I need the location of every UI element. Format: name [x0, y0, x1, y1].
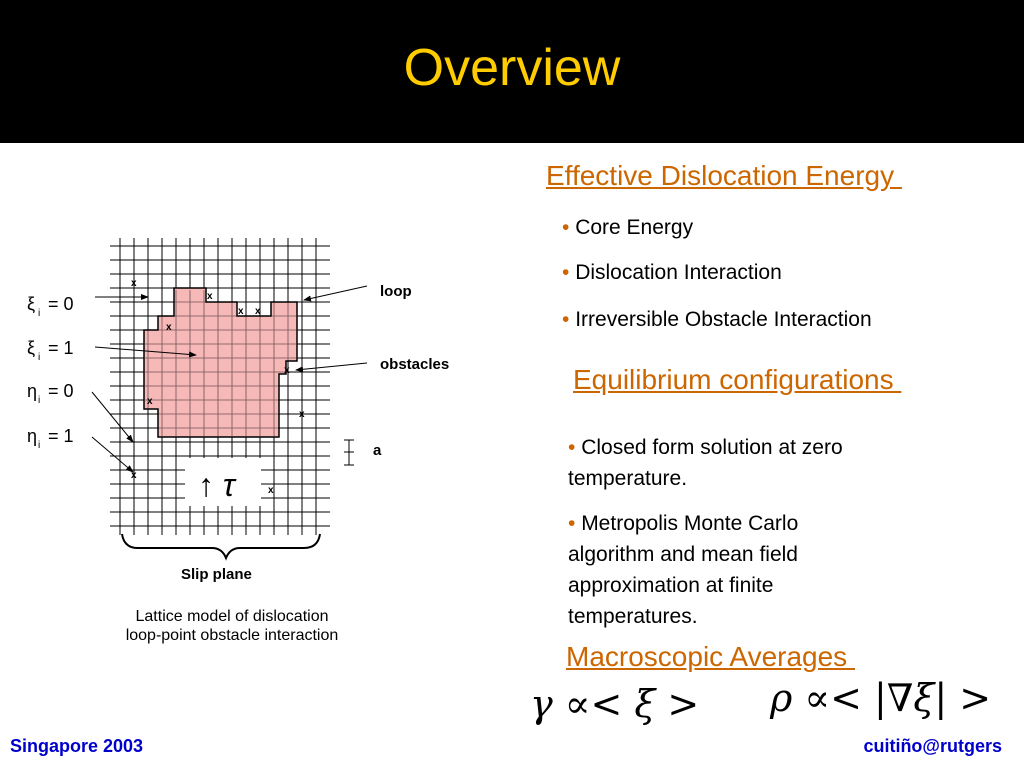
diagram-caption	[92, 607, 372, 645]
footer-right: cuitiño@rutgers	[863, 736, 1002, 756]
bullet-dot: •	[568, 512, 582, 535]
equilibrium-heading: Equilibrium configurations	[573, 364, 902, 395]
formula-gamma: γ ∝< ξ >	[530, 682, 700, 726]
equilibrium-bullet-2-text: Metropolis Monte Carlo algorithm and mean field approximation at finite temperatures.	[568, 512, 799, 628]
tau-label: ↑ τ	[198, 467, 235, 503]
xi1-value: = 1	[48, 338, 74, 358]
xi0-value: = 0	[48, 294, 74, 314]
energy-bullet-1-text: Core Energy	[575, 216, 694, 239]
equilibrium-bullet-1-text: Closed form solution at zero temperature.	[568, 436, 843, 490]
spacing-label: a	[373, 442, 382, 459]
obstacle-mark: x	[238, 306, 244, 317]
xi0-symbol: ξ	[27, 294, 36, 314]
obstacle-mark: x	[299, 409, 305, 420]
obstacle-mark: x	[147, 396, 153, 407]
energy-bullet-3-text: Irreversible Obstacle Interaction	[575, 308, 872, 331]
energy-bullet-2-text: Dislocation Interaction	[575, 261, 782, 284]
energy-bullet-3	[562, 304, 872, 335]
loop-label: loop	[380, 283, 412, 300]
bullet-dot: •	[562, 308, 576, 331]
obstacle-mark: x	[268, 485, 274, 496]
obstacle-mark: x	[207, 291, 213, 302]
caption-line-1: Lattice model of dislocation	[135, 608, 329, 625]
arrow-obstacles	[296, 363, 367, 370]
obstacle-mark: x	[131, 278, 137, 289]
obstacle-mark: x	[131, 470, 137, 481]
slip-plane-brace	[122, 534, 320, 558]
slide-title: Overview	[403, 39, 621, 97]
eta0-value: = 0	[48, 381, 74, 401]
xi1-symbol: ξ	[27, 338, 36, 358]
caption-line-2: loop-point obstacle interaction	[125, 627, 339, 644]
obstacle-mark: x	[284, 365, 290, 376]
lattice-diagram	[0, 143, 520, 603]
eta1-sub: i	[38, 440, 41, 451]
bullet-dot: •	[562, 216, 576, 239]
title-bar	[0, 0, 1024, 143]
equilibrium-bullet-1	[568, 432, 928, 494]
bullet-dot: •	[562, 261, 576, 284]
eta1-symbol: η	[27, 426, 38, 446]
energy-heading: Effective Dislocation Energy	[546, 160, 902, 191]
xi0-sub: i	[38, 308, 41, 319]
energy-bullet-2	[562, 257, 782, 288]
energy-bullet-1	[562, 212, 693, 243]
eta0-symbol: η	[27, 381, 38, 401]
eta1-value: = 1	[48, 426, 74, 446]
obstacles-label: obstacles	[380, 356, 450, 373]
obstacle-mark: x	[166, 322, 172, 333]
bullet-dot: •	[568, 436, 582, 459]
slip-plane-label: Slip plane	[181, 566, 252, 583]
macro-heading: Macroscopic Averages	[566, 641, 855, 672]
footer-left: Singapore 2003	[10, 736, 144, 756]
equilibrium-bullet-2	[568, 508, 868, 632]
lattice-spacing-marker	[344, 440, 354, 465]
eta0-sub: i	[38, 395, 41, 406]
obstacle-mark: x	[255, 306, 261, 317]
xi1-sub: i	[38, 352, 41, 363]
formula-rho: ρ ∝< |∇ξ| >	[770, 676, 992, 720]
